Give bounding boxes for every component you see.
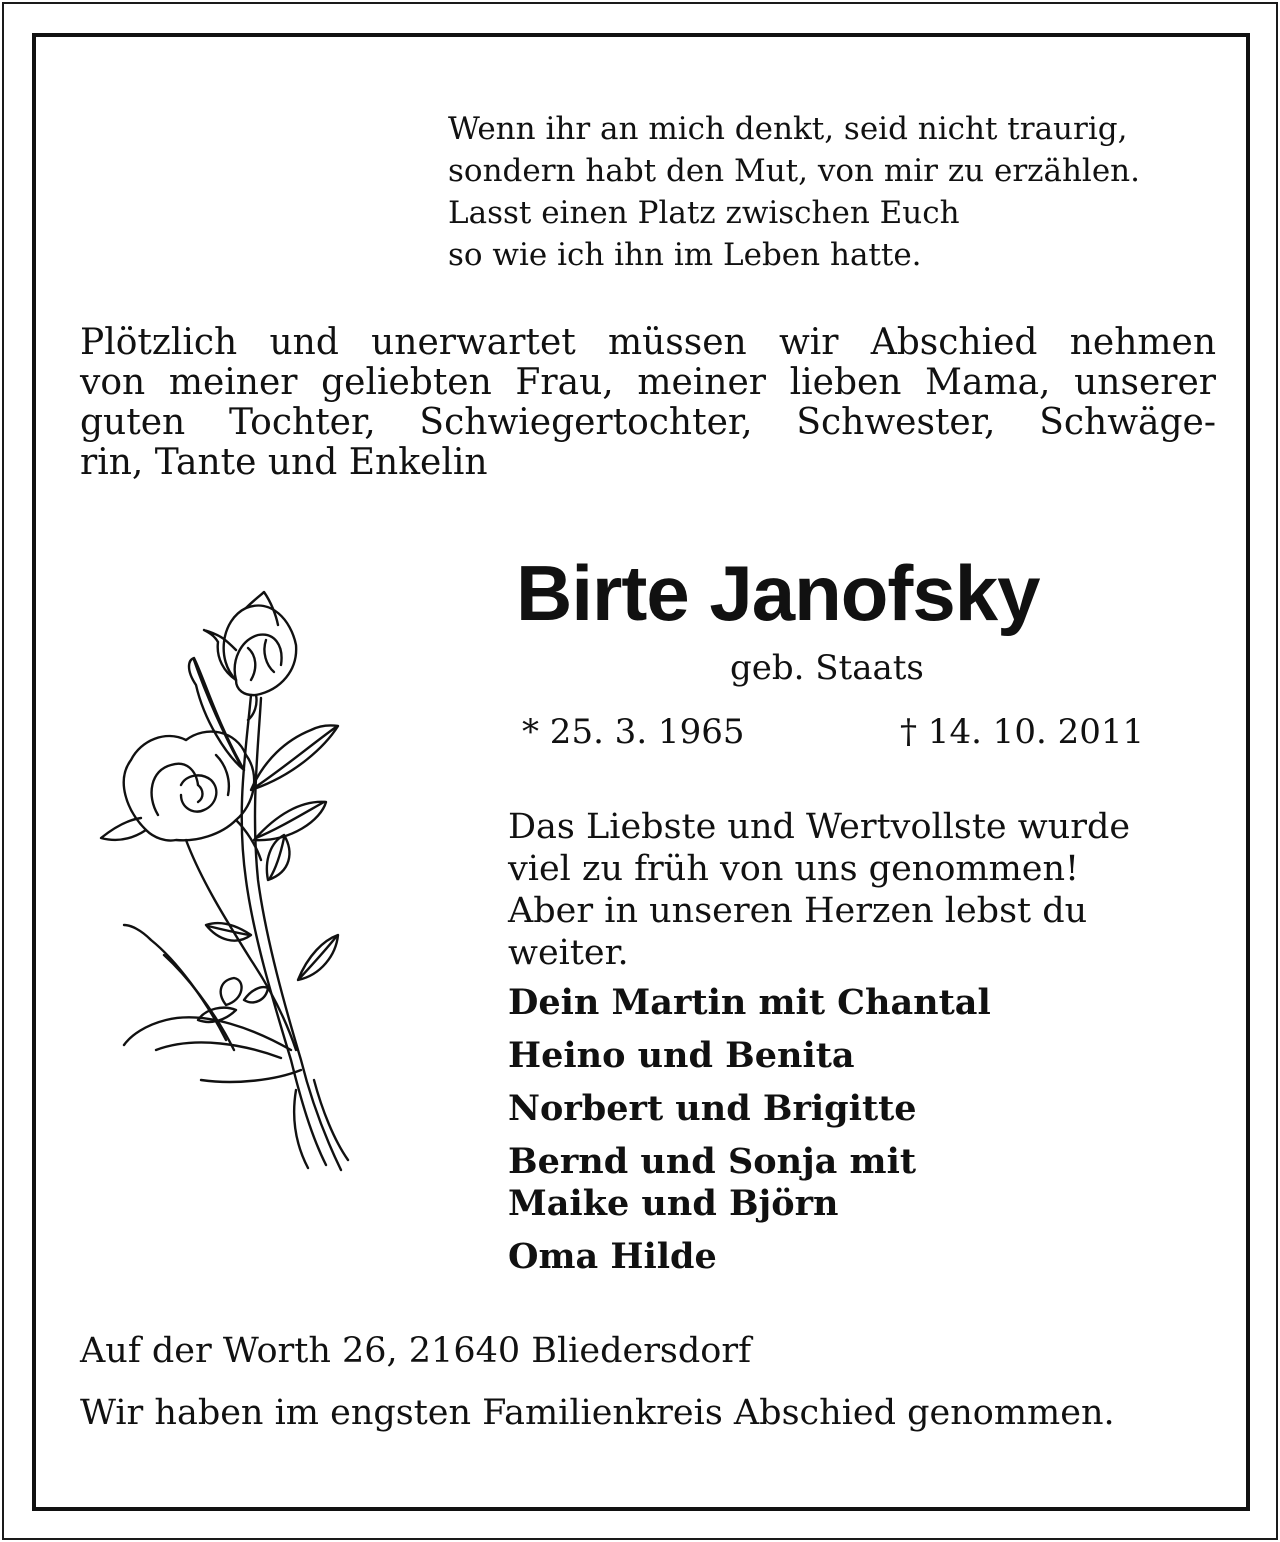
memorial-quote xyxy=(508,806,1130,974)
death-date: † 14. 10. 2011 xyxy=(900,712,1145,752)
roses-icon xyxy=(86,580,376,1180)
deceased-name: Birte Janofsky xyxy=(516,549,1040,637)
signer-line: Bernd und Sonja mit xyxy=(508,1141,917,1182)
quote-line: viel zu früh von uns genommen! xyxy=(508,849,1080,889)
maiden-name: geb. Staats xyxy=(730,648,924,688)
signer-line: Maike und Björn xyxy=(508,1183,839,1224)
signer-line: Oma Hilde xyxy=(508,1236,717,1277)
quote-line: weiter. xyxy=(508,933,629,973)
farewell-notice: Wir haben im engsten Familienkreis Abschied genommen. xyxy=(80,1393,1115,1433)
quote-line: Das Liebste und Wertvollste wurde xyxy=(508,807,1131,847)
poem-line: so wie ich ihn im Leben hatte. xyxy=(448,237,922,273)
signer-line: Heino und Benita xyxy=(508,1035,855,1076)
poem-line: Lasst einen Platz zwischen Euch xyxy=(448,195,960,231)
intro-paragraph xyxy=(80,323,1216,483)
intro-line: guten Tochter, Schwiegertochter, Schwester, Schwäge- xyxy=(80,402,1216,443)
intro-line: von meiner geliebten Frau, meiner lieben Mama, unserer xyxy=(80,362,1216,403)
poem xyxy=(448,108,1140,276)
address: Auf der Worth 26, 21640 Bliedersdorf xyxy=(80,1331,752,1371)
birth-date: * 25. 3. 1965 xyxy=(522,712,745,752)
signers-list xyxy=(508,982,991,1278)
signer-line: Dein Martin mit Chantal xyxy=(508,982,991,1023)
intro-line: rin, Tante und Enkelin xyxy=(80,442,488,483)
intro-line: Plötzlich und unerwartet müssen wir Abschied nehmen xyxy=(80,322,1216,363)
poem-line: sondern habt den Mut, von mir zu erzählen. xyxy=(448,153,1141,189)
quote-line: Aber in unseren Herzen lebst du xyxy=(508,891,1088,931)
poem-line: Wenn ihr an mich denkt, seid nicht traurig, xyxy=(448,111,1128,147)
signer-line: Norbert und Brigitte xyxy=(508,1088,917,1129)
